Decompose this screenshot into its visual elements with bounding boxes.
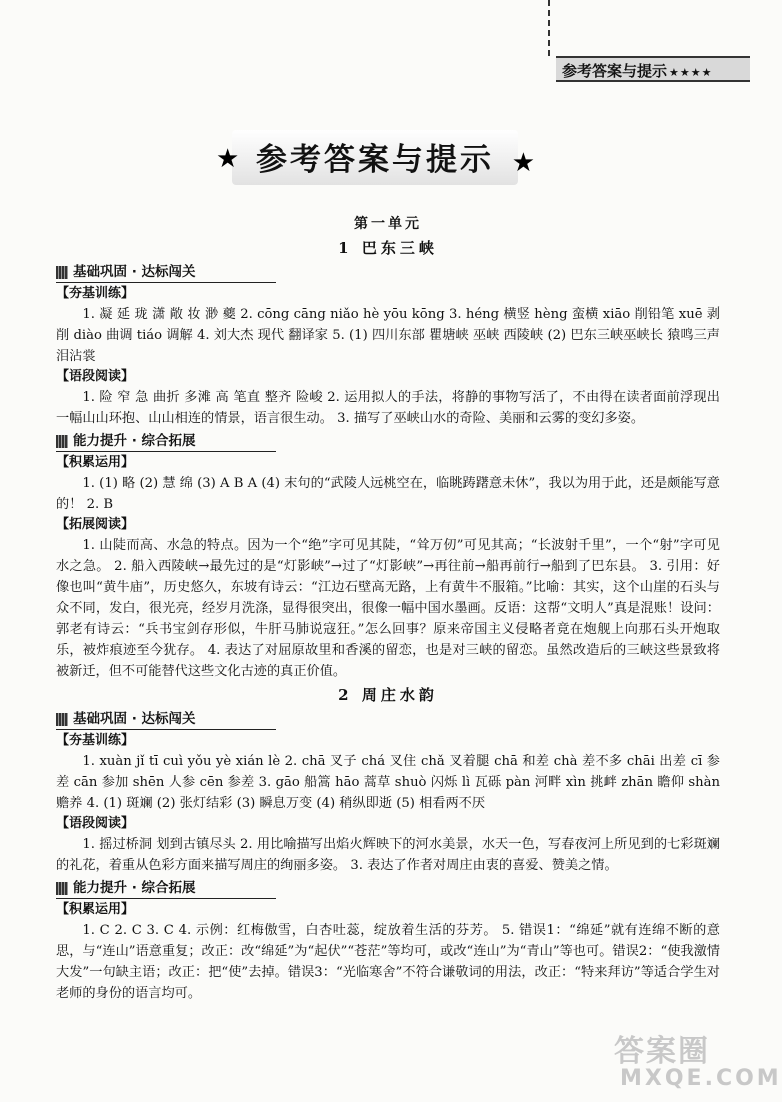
answer-paragraph: 1. 摇过桥洞 划到古镇尽头 2. 用比喻描写出焰火辉映下的河水美景，水天一色，写春夜河上所见到的七彩斑斓的礼花，着重从色彩方面来描写周庄的绚丽多姿。 3. 表达了作者对周庄由衷的喜爱、赞美之情。 [56,837,720,873]
sub-heading: 【拓展阅读】 [56,517,135,532]
star-icon: ★ [216,144,243,174]
main-title: 参考答案与提示 [256,142,494,178]
sub-heading: 【积累运用】 [56,455,135,470]
section-banner-label: 基础巩固 · 达标闯关 [73,710,196,727]
answer-content [56,214,720,1004]
answer-paragraph: 1. 山陡而高、水急的特点。因为一个“绝”字可见其陡，“耸万仞”可见其高；“长波射千里”，一个“射”字可见水之急。 2. 船入西陵峡→最先过的是“灯影峡”→过了“灯影峡”→再往前→船再前行→船到了巴东县。 3. 引用：好像也叫“黄牛庙”，历史悠久，东坡有诗云：“江边石壁高无路，上有黄牛不服箱。”比喻：其实，这个山崖的石头与众不同，发白，很光亮，经岁月洗涤，显得很突出，很像一幅中国水墨画。反语：这帮“文明人”真是混账！设问：郭老有诗云：“兵书宝剑存形似，牛肝马肺说寇狂。”怎么回事？原来帝国主义侵略者竟在炮舰上向那石头开炮取乐，被炸痕迹至今犹存。 4. 表达了对屈原故里和香溪的留恋，也是对三峡的留恋。虽然改造后的三峡这些景致将被新迁，但不可能替代这些文化古迹的真正价值。 [56,538,720,679]
running-header-stars: ★★★★ [669,66,713,79]
answer-paragraph: 1. 险 窄 急 曲折 多滩 高 笔直 整齐 险峻 2. 运用拟人的手法，将静的事物写活了，不由得在读者面前浮现出一幅山山环抱、山山相连的情景，语言很生动。 3. 描写了巫峡山水的奇险、美丽和云雾的变幻多姿。 [56,390,720,426]
section-banner-label: 能力提升 · 综合拓展 [73,879,196,896]
section-banner [56,262,276,283]
book-icon [56,266,68,279]
watermark-top: 答案圈 [614,1034,710,1069]
book-icon [56,882,68,895]
lessons-list [56,236,720,1004]
answer-paragraph: 1. xuàn jǐ tī cuì yǒu yè xián lè 2. chā 叉子 chá 叉住 chǎ 叉着腿 chā 和差 chà 差不多 chāi 出差 cī 参差 cān 参加 shēn 人参 cēn 参差 3. gāo 船篙 hāo 蒿草 shuò 闪烁 lì 瓦砾 pàn 河畔 xìn 挑衅 zhān 瞻仰 shàn 赡养 4. (1) 斑斓 (2) 张灯结彩 (3) 瞬息万变 (4) 稍纵即逝 (5) 相看两不厌 [56,754,720,811]
answer-paragraph: 1. 凝 延 珑 潇 敞 妆 渺 夔 2. cōng cāng niǎo hè yōu kōng 3. héng 横竖 hèng 蛮横 xiāo 削铅笔 xuē 剥削 diào 曲调 tiáo 调解 4. 刘大杰 现代 翻译家 5. (1) 四川东部 瞿塘峡 巫峡 西陵峡 (2) 巴东三峡巫峡长 猿鸣三声泪沾裳 [56,307,720,364]
running-header-title: 参考答案与提示 [562,62,668,80]
lesson-title: 2 周庄水韵 [338,686,438,704]
answer-paragraph: 1. (1) 略 (2) 慧 绵 (3) A B A (4) 末句的“武陵人远桃空在，临眺踌躇意未休”，我以为用于此，还是颇能写意的！ 2. B [56,476,720,512]
book-icon [56,435,68,448]
sub-heading: 【夯基训练】 [56,733,135,748]
section-banner [56,878,276,899]
header-dashed-line [548,0,550,56]
sub-heading: 【语段阅读】 [56,816,135,831]
section-banner-label: 能力提升 · 综合拓展 [73,432,196,449]
section-banner [56,431,276,452]
unit-title: 第一单元 [354,216,422,232]
sub-heading: 【夯基训练】 [56,286,135,301]
section-banner-label: 基础巩固 · 达标闯关 [73,263,196,280]
lesson-title: 1 巴东三峡 [338,239,438,257]
main-title-box [216,130,538,185]
sub-heading: 【积累运用】 [56,902,135,917]
book-icon [56,713,68,726]
running-header [556,56,750,82]
main-title-area [0,130,750,185]
section-banner [56,709,276,730]
watermark-logo [610,1020,782,1102]
star-icon: ★ [511,148,538,178]
answer-paragraph: 1. C 2. C 3. C 4. 示例：红梅傲雪，白杏吐蕊，绽放着生活的芬芳。 5. 错误1：“绵延”就有连绵不断的意思，与“连山”语意重复；改正：改“绵延”为“起伏”“苍茫”等均可，或改“连山”为“青山”等也可。错误2：“使我激情大发”一句缺主语；改正：把“使”去掉。错误3：“光临寒舍”不符合谦敬词的用法，改正：“特来拜访”等适合学生对老师的身份的语言均可。 [56,923,720,1001]
watermark-bottom: MXQE.COM [620,1066,782,1091]
sub-heading: 【语段阅读】 [56,369,135,384]
